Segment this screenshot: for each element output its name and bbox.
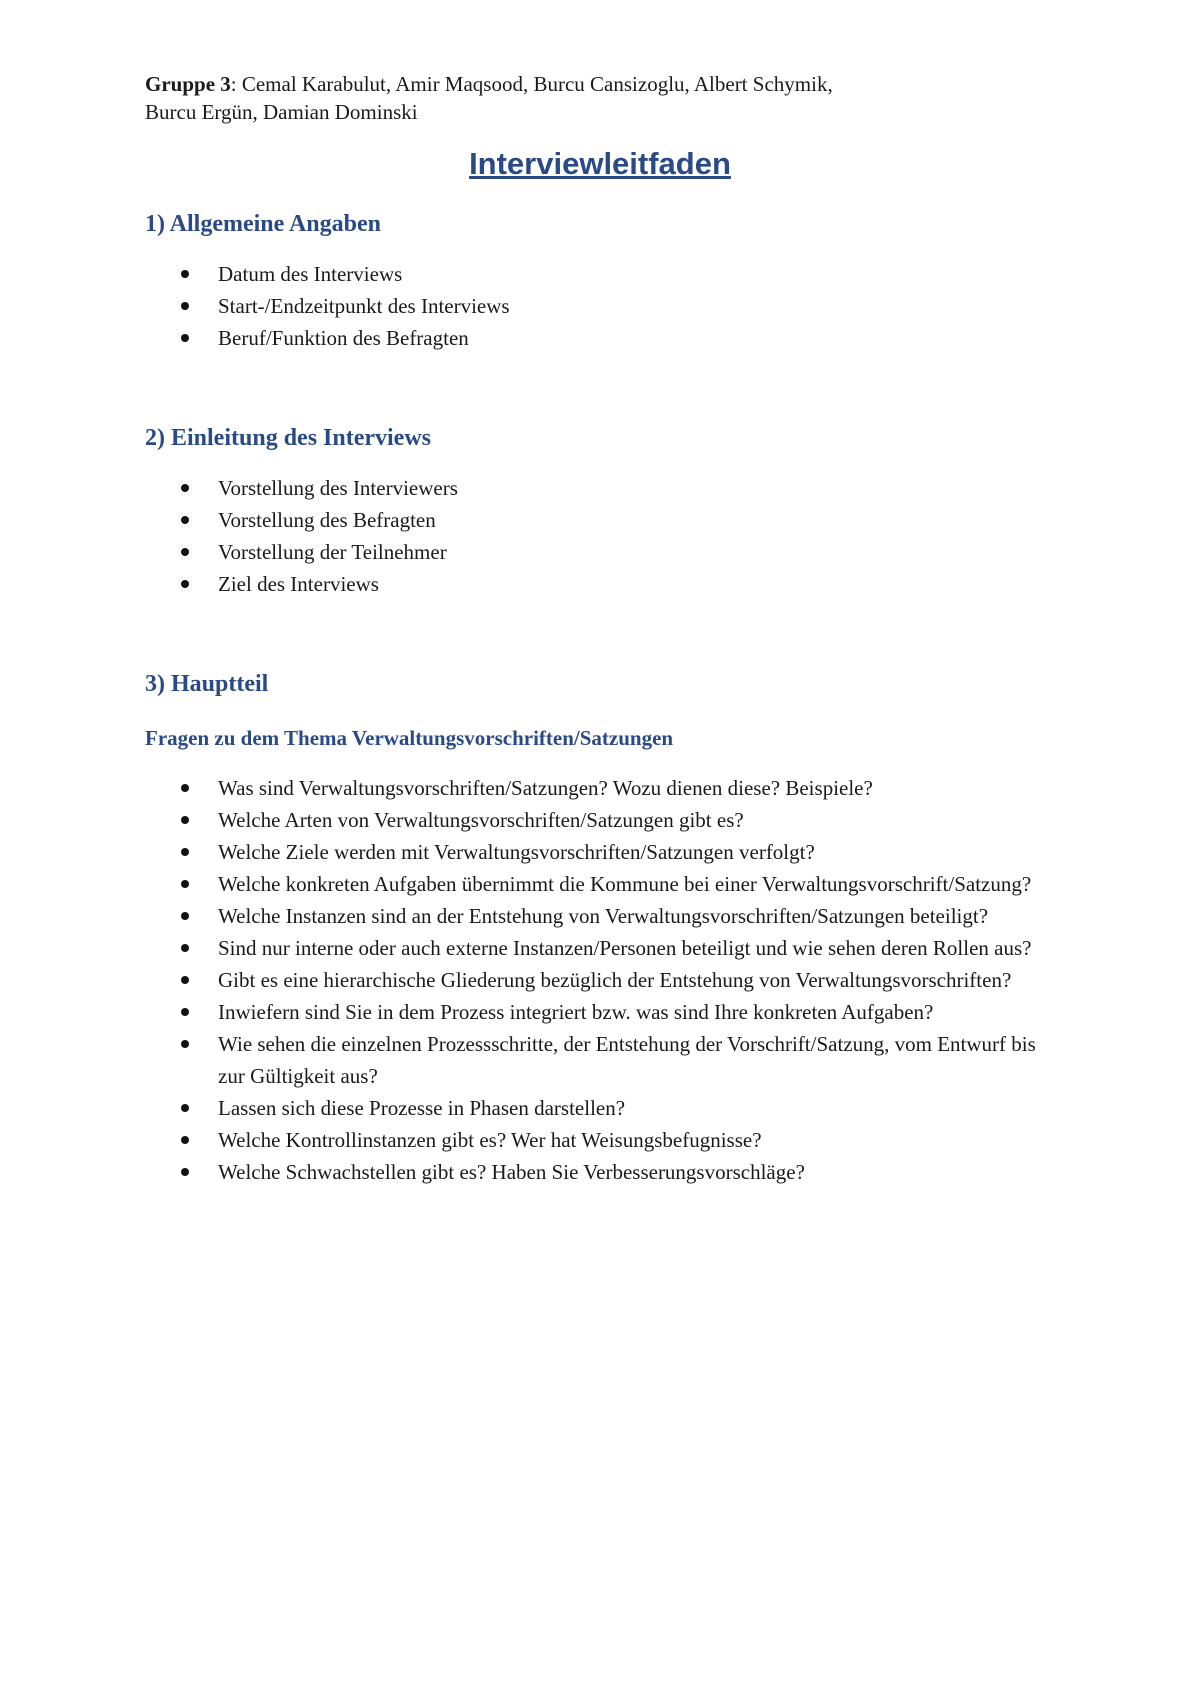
list-item-text: Start-/Endzeitpunkt des Interviews	[218, 294, 510, 318]
list-item	[145, 1124, 1065, 1156]
bullet-icon	[181, 1040, 189, 1048]
list-item	[145, 568, 1065, 600]
bullet-icon	[181, 302, 189, 310]
list-item-text: Welche Instanzen sind an der Entstehung von Verwaltungsvorschriften/Satzungen beteiligt?	[218, 904, 989, 928]
bullet-icon	[181, 1136, 189, 1144]
bullet-icon	[181, 912, 189, 920]
bullet-list-allgemeine-angaben	[145, 258, 1065, 354]
group-label: Gruppe 3	[145, 72, 231, 96]
list-item	[145, 258, 1065, 290]
list-item-text: Vorstellung der Teilnehmer	[218, 540, 447, 564]
bullet-icon	[181, 516, 189, 524]
section-heading-einleitung: 2) Einleitung des Interviews	[145, 425, 432, 451]
subheading-verwaltungsvorschriften: Fragen zu dem Thema Verwaltungsvorschriften/Satzungen	[145, 726, 674, 750]
list-item	[145, 932, 1065, 964]
list-item	[145, 804, 1065, 836]
list-item-text: Sind nur interne oder auch externe Instanzen/Personen beteiligt und wie sehen deren Rollen aus?	[218, 936, 1032, 960]
bullet-icon	[181, 334, 189, 342]
list-item-text: Datum des Interviews	[218, 262, 403, 286]
members-line-2: Burcu Ergün, Damian Dominski	[145, 100, 418, 124]
bullet-icon	[181, 270, 189, 278]
authors-block	[145, 70, 1065, 126]
section-heading-allgemeine-angaben: 1) Allgemeine Angaben	[145, 211, 382, 237]
list-item-text: Welche konkreten Aufgaben übernimmt die Kommune bei einer Verwaltungsvorschrift/Satzung?	[218, 872, 1032, 896]
bullet-icon	[181, 1104, 189, 1112]
list-item-text: Welche Arten von Verwaltungsvorschriften/Satzungen gibt es?	[218, 808, 744, 832]
bullet-icon	[181, 548, 189, 556]
list-item	[145, 868, 1065, 900]
list-item-text: Inwiefern sind Sie in dem Prozess integriert bzw. was sind Ihre konkreten Aufgaben?	[218, 1000, 934, 1024]
bullet-list-einleitung	[145, 472, 1065, 600]
list-item	[145, 290, 1065, 322]
bullet-icon	[181, 784, 189, 792]
list-item	[145, 322, 1065, 354]
list-item-text: Welche Schwachstellen gibt es? Haben Sie Verbesserungsvorschläge?	[218, 1160, 805, 1184]
list-item	[145, 536, 1065, 568]
bullet-icon	[181, 1168, 189, 1176]
bullet-icon	[181, 816, 189, 824]
bullet-icon	[181, 944, 189, 952]
list-item-text: Lassen sich diese Prozesse in Phasen darstellen?	[218, 1096, 626, 1120]
list-item-text: Welche Ziele werden mit Verwaltungsvorschriften/Satzungen verfolgt?	[218, 840, 815, 864]
list-item	[145, 1092, 1065, 1124]
bullet-icon	[181, 976, 189, 984]
bullet-icon	[181, 880, 189, 888]
members-line-1: : Cemal Karabulut, Amir Maqsood, Burcu Cansizoglu, Albert Schymik,	[230, 72, 833, 96]
list-item	[145, 472, 1065, 504]
list-item	[145, 504, 1065, 536]
bullet-list-hauptteil	[145, 772, 1065, 1188]
document-title: Interviewleitfaden	[469, 146, 731, 181]
bullet-icon	[181, 848, 189, 856]
document-content	[145, 70, 1065, 1188]
list-item	[145, 964, 1065, 996]
list-item-text: Vorstellung des Interviewers	[218, 476, 458, 500]
list-item	[145, 1156, 1065, 1188]
list-item	[145, 836, 1065, 868]
list-item-text: Ziel des Interviews	[218, 572, 379, 596]
list-item	[145, 772, 1065, 804]
list-item-text: Beruf/Funktion des Befragten	[218, 326, 469, 350]
bullet-icon	[181, 580, 189, 588]
list-item	[145, 996, 1065, 1028]
section-heading-hauptteil: 3) Hauptteil	[145, 671, 269, 697]
list-item-text: Wie sehen die einzelnen Prozessschritte, der Entstehung der Vorschrift/Satzung, vom Entwurf bis zur Gültigkeit aus?	[218, 1032, 1036, 1088]
list-item-text: Welche Kontrollinstanzen gibt es? Wer hat Weisungsbefugnisse?	[218, 1128, 762, 1152]
list-item-text: Was sind Verwaltungsvorschriften/Satzungen? Wozu dienen diese? Beispiele?	[218, 776, 873, 800]
bullet-icon	[181, 1008, 189, 1016]
list-item-text: Gibt es eine hierarchische Gliederung bezüglich der Entstehung von Verwaltungsvorschriften?	[218, 968, 1012, 992]
list-item	[145, 900, 1065, 932]
list-item	[145, 1028, 1065, 1092]
bullet-icon	[181, 484, 189, 492]
list-item-text: Vorstellung des Befragten	[218, 508, 436, 532]
